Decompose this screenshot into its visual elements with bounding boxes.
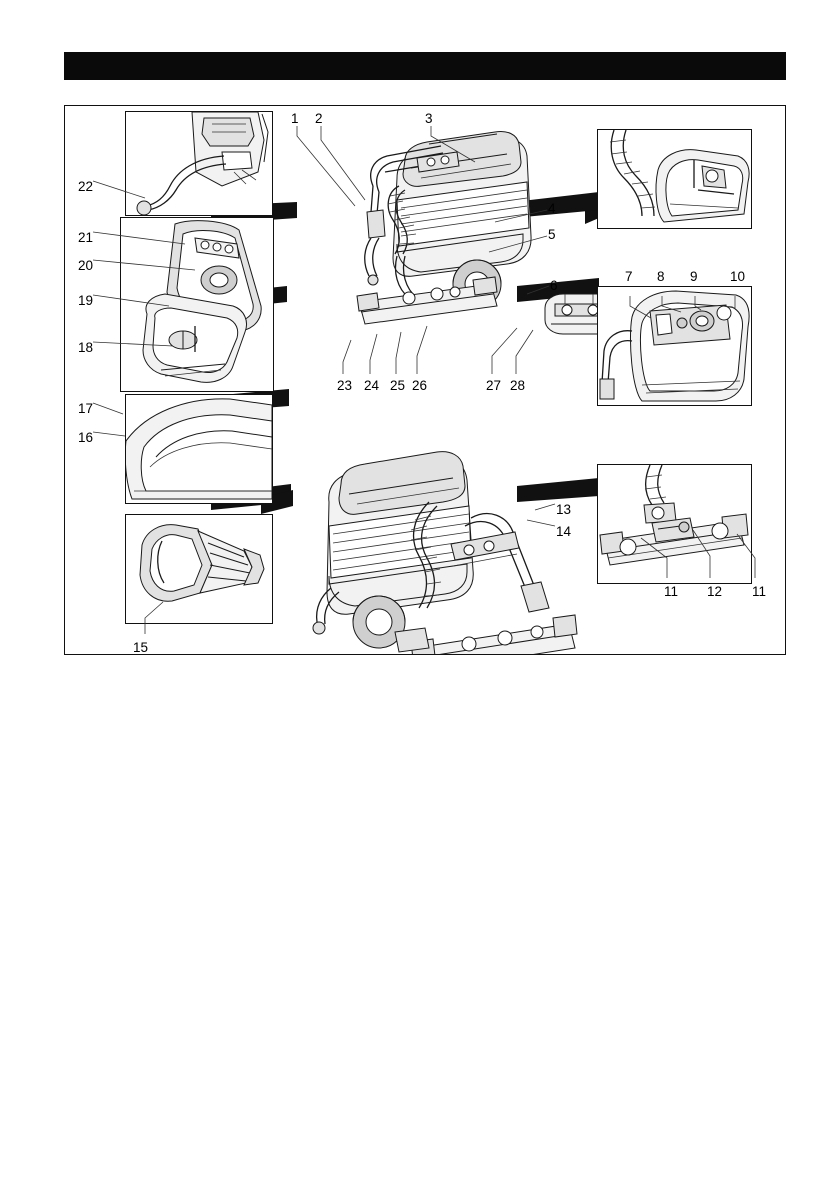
callout-number-26: 26	[412, 378, 428, 393]
callout-number-22: 22	[78, 179, 94, 194]
callout-number-5: 5	[548, 227, 556, 242]
callout-number-3: 3	[425, 111, 433, 126]
callout-number-12: 12	[707, 584, 723, 599]
callout-number-20: 20	[78, 258, 94, 273]
callout-number-11: 11	[664, 584, 679, 599]
callout-number-14: 14	[556, 524, 572, 539]
callout-number-2: 2	[315, 111, 323, 126]
callout-number-11b: 11	[752, 584, 767, 599]
callout-number-21: 21	[78, 230, 94, 245]
callout-number-7: 7	[625, 269, 633, 284]
callout-number-24: 24	[364, 378, 380, 393]
callout-number-6: 6	[550, 278, 558, 293]
callout-number-16: 16	[78, 430, 94, 445]
callout-number-25: 25	[390, 378, 406, 393]
callout-number-17: 17	[78, 401, 94, 416]
callout-number-13: 13	[556, 502, 572, 517]
callout-number-9: 9	[690, 269, 698, 284]
callout-number-10: 10	[730, 269, 746, 284]
callout-number-8: 8	[657, 269, 665, 284]
callout-number-1: 1	[291, 111, 299, 126]
callout-number-15: 15	[133, 640, 149, 655]
callout-number-4: 4	[548, 201, 556, 216]
title-bar	[64, 52, 786, 80]
callout-number-19: 19	[78, 293, 94, 308]
callout-number-23: 23	[337, 378, 353, 393]
callout-number-28: 28	[510, 378, 526, 393]
callout-number-27: 27	[486, 378, 502, 393]
callout-number-18: 18	[78, 340, 94, 355]
